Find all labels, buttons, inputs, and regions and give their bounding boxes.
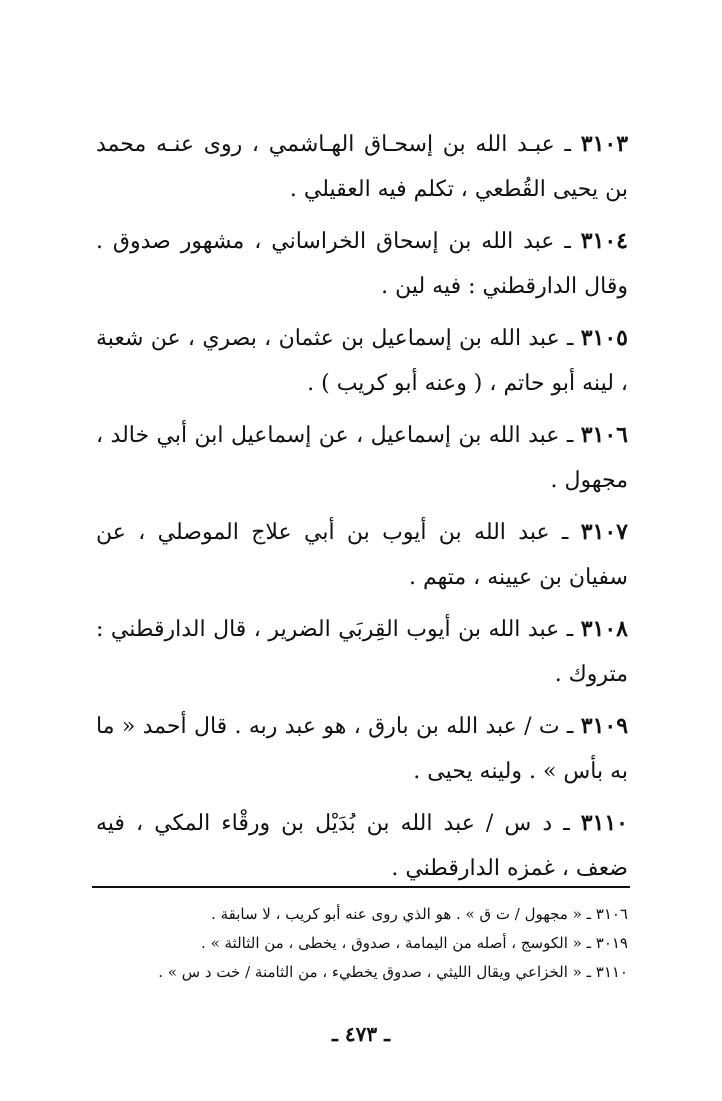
entry-3105 [96, 316, 628, 406]
entry-text: ـ د س / عبد الله بن بُدَيْل بن ورقْاء المكي ، فيه ضعف ، غمزه الدارقطني . [96, 811, 628, 881]
entry-text: ـ عبد الله بن أيوب بن أبي علاج الموصلي ، عن سفيان بن عيينه ، متهم . [96, 520, 628, 590]
entry-text: ـ عبد الله بن أيوب القِربَي الضرير ، قال الدارقطني : متروك . [96, 617, 628, 687]
footnotes [96, 900, 628, 987]
entry-text: ـ عبـد الله بن إسحـاق الهـاشمي ، روى عنـه محمد بن يحيى القُطعي ، تكلم فيه العقيلي . [96, 132, 628, 202]
entry-number: ٣١٠٥ [580, 325, 628, 351]
entry-3103 [96, 122, 628, 212]
entry-3109 [96, 704, 628, 794]
entry-number: ٣١٠٧ [580, 519, 628, 545]
entry-text: ـ ت / عبد الله بن بارق ، هو عبد ربه . قال أحمد « ما به بأس » . ولينه يحيى . [96, 714, 628, 784]
page-number: ـ ٤٧٣ ـ [332, 1022, 390, 1046]
entry-3104 [96, 219, 628, 309]
entry-text: ـ عبد الله بن إسماعيل بن عثمان ، بصري ، عن شعبة ، لينه أبو حاتم ، ( وعنه أبو كريب ) . [96, 326, 628, 396]
footnote: ٣١١٠ ـ « الخزاعي ويقال الليثي ، صدوق يخطيء ، من الثامنة / خت د س » . [158, 963, 628, 981]
footnote: ٣١٠٦ ـ « مجهول / ت ق » . هو الذي روى عنه أبو كريب ، لا سابقة . [211, 905, 628, 923]
entry-number: ٣١٠٦ [580, 422, 628, 448]
footnote-divider [92, 886, 630, 888]
footnote: ٣٠١٩ ـ « الكوسج ، أصله من اليمامة ، صدوق ، يخطى ، من الثالثة » . [201, 934, 628, 952]
entry-3107 [96, 510, 628, 600]
entry-3110 [96, 801, 628, 891]
entry-number: ٣١٠٩ [580, 713, 629, 739]
entry-text: ـ عبد الله بن إسحاق الخراساني ، مشهور صدوق . وقال الدارقطني : فيه لين . [96, 229, 628, 299]
entry-number: ٣١٠٨ [580, 616, 628, 642]
entry-3108 [96, 607, 628, 697]
entry-number: ٣١١٠ [580, 810, 628, 836]
entry-number: ٣١٠٣ [580, 131, 629, 157]
entry-number: ٣١٠٤ [580, 228, 628, 254]
entry-text: ـ عبد الله بن إسماعيل ، عن إسماعيل ابن أبي خالد ، مجهول . [96, 423, 628, 493]
entry-3106 [96, 413, 628, 503]
main-text [96, 122, 628, 898]
